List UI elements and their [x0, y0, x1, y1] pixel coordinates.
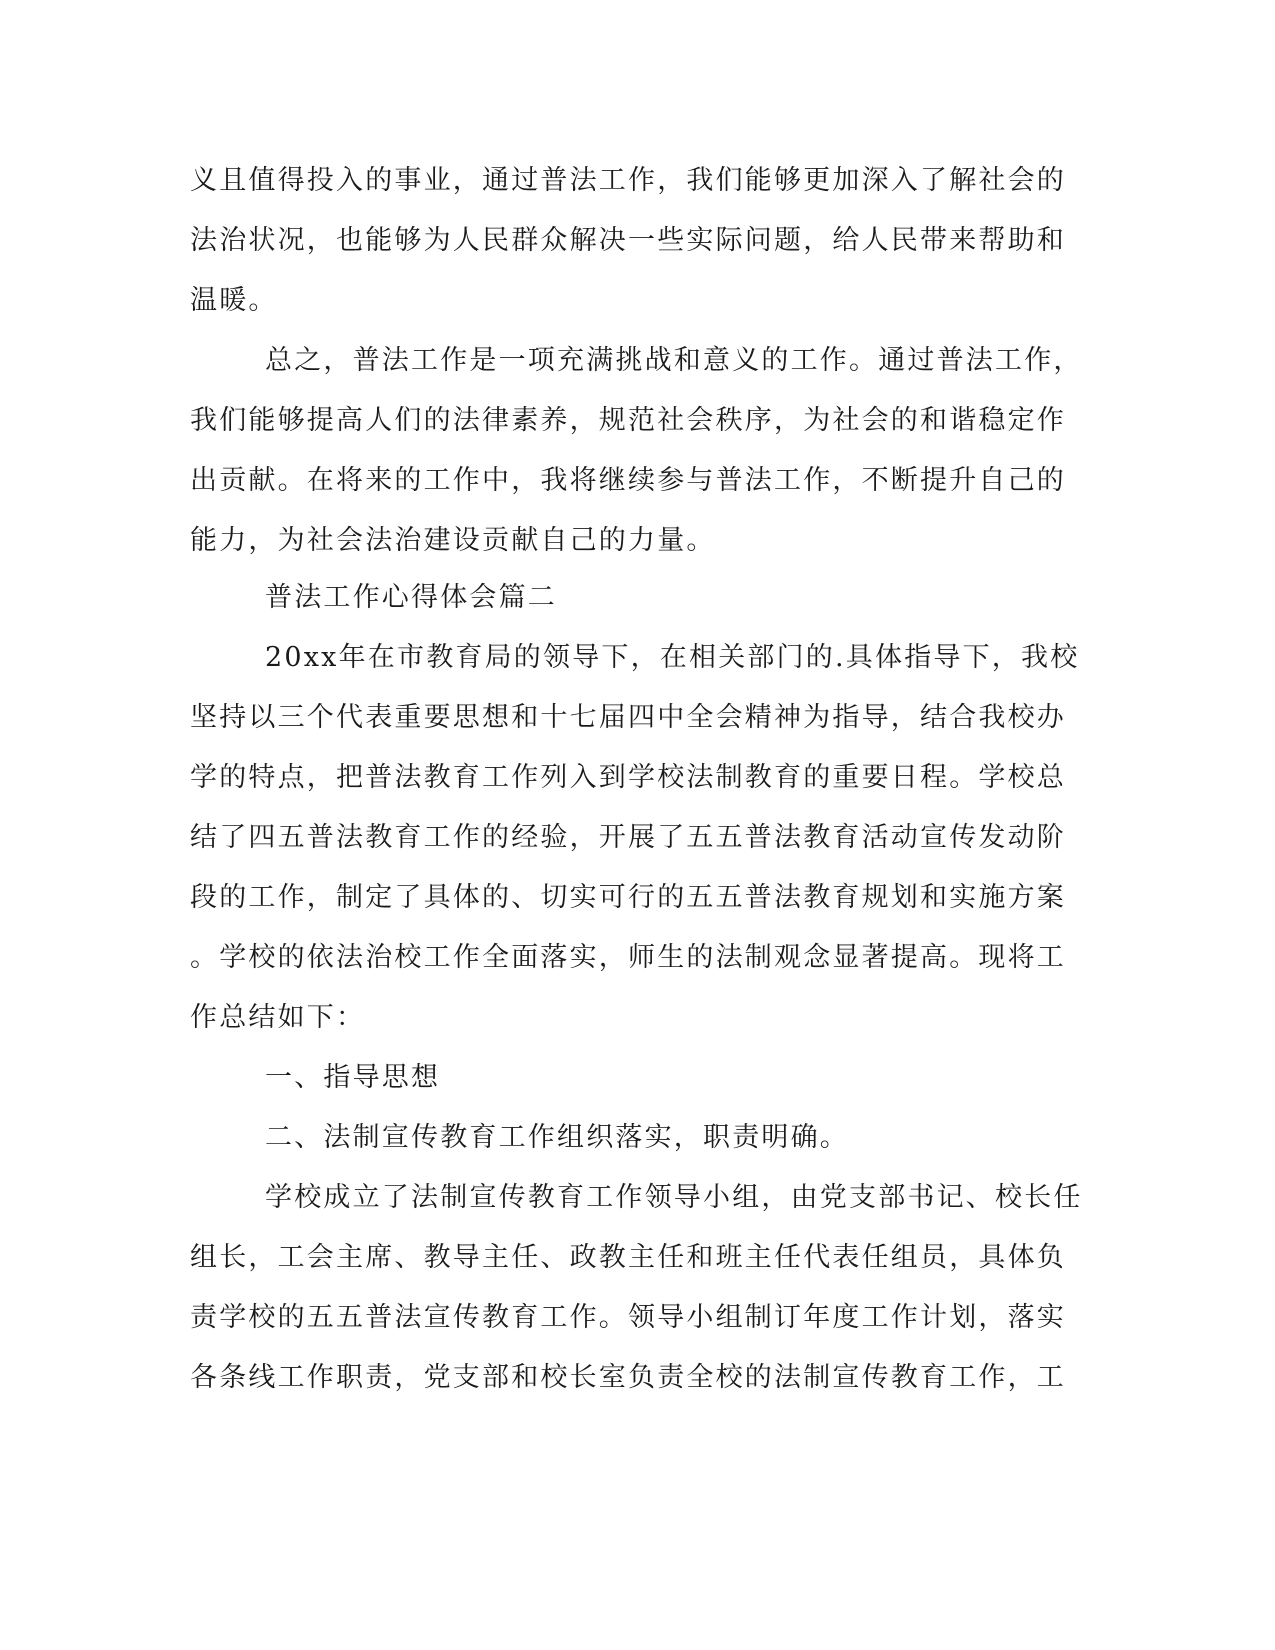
- text-line: 作总结如下：: [190, 1002, 366, 1033]
- text-line: 组长，工会主席、教导主任、政教主任和班主任代表任组员，具体负: [190, 1242, 1066, 1273]
- text-line: 。学校的依法治校工作全面落实，师生的法制观念显著提高。现将工: [190, 942, 1066, 973]
- text-line: 学的特点，把普法教育工作列入到学校法制教育的重要日程。学校总: [190, 762, 1066, 793]
- text-line: 段的工作，制定了具体的、切实可行的五五普法教育规划和实施方案: [190, 882, 1066, 913]
- text-line: 坚持以三个代表重要思想和十七届四中全会精神为指导，结合我校办: [190, 702, 1066, 733]
- text-line: 责学校的五五普法宣传教育工作。领导小组制订年度工作计划，落实: [190, 1302, 1066, 1333]
- text-line: 温暖。: [190, 285, 278, 316]
- text-line: 义且值得投入的事业，通过普法工作，我们能够更加深入了解社会的: [190, 165, 1066, 196]
- text-line: 我们能够提高人们的法律素养，规范社会秩序，为社会的和谐稳定作: [190, 405, 1066, 436]
- list-heading: 一、指导思想: [265, 1062, 441, 1093]
- text-line: 法治状况，也能够为人民群众解决一些实际问题，给人民带来帮助和: [190, 225, 1066, 256]
- section-heading: 普法工作心得体会篇二: [265, 582, 557, 613]
- text-line: 总之，普法工作是一项充满挑战和意义的工作。通过普法工作，: [265, 345, 1083, 376]
- text-line: 20xx年在市教育局的领导下，在相关部门的.具体指导下，我校: [265, 642, 1080, 673]
- list-heading: 二、法制宣传教育工作组织落实，职责明确。: [265, 1122, 849, 1153]
- text-line: 能力，为社会法治建设贡献自己的力量。: [190, 525, 716, 556]
- text-line: 各条线工作职责，党支部和校长室负责全校的法制宣传教育工作，工: [190, 1362, 1066, 1393]
- text-line: 出贡献。在将来的工作中，我将继续参与普法工作，不断提升自己的: [190, 465, 1066, 496]
- text-line: 结了四五普法教育工作的经验，开展了五五普法教育活动宣传发动阶: [190, 822, 1066, 853]
- text-line: 学校成立了法制宣传教育工作领导小组，由党支部书记、校长任: [265, 1182, 1083, 1213]
